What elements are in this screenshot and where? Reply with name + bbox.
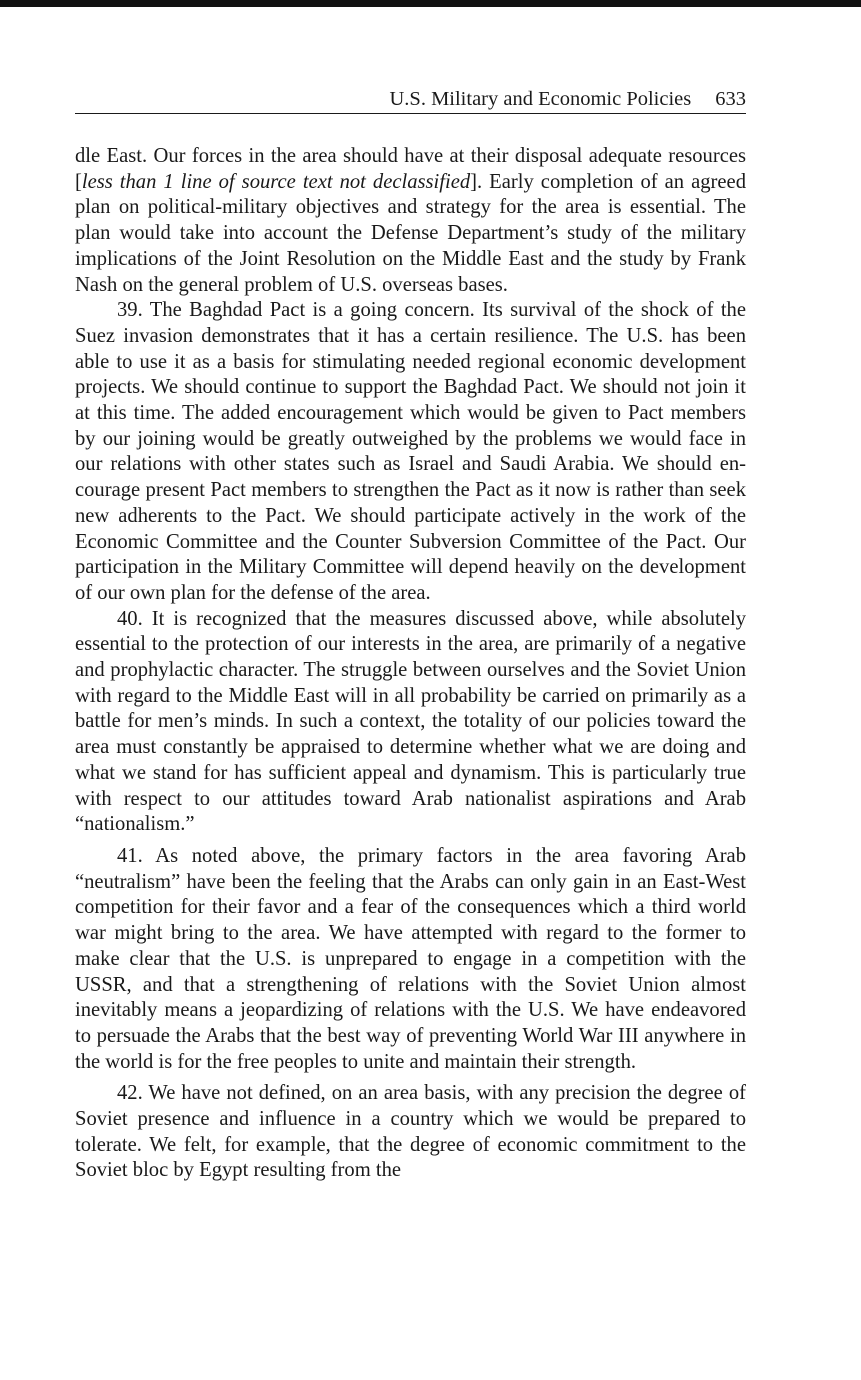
paragraph-41: 41. As noted above, the primary factors in the area favoring Arab “neutralism” have been the feeling that the Arabs can only gain in an East-West competition for their favor and a fear of the consequences which a third world war might bring to the area. We have attempted with regard to the former to make clear that the U.S. is unprepared to engage in a competition with the USSR, and that a strengthening of relations with the Soviet Union almost inevitably means a jeopardizing of relations with the U.S. We have endeavored to persuade the Arabs that the best way of preventing World War III anywhere in the world is for the free peoples to unite and maintain their strength. xyxy=(75,844,746,1073)
paragraph-continued xyxy=(75,144,746,298)
scan-edge-bar xyxy=(0,0,861,7)
paragraph-39: 39. The Baghdad Pact is a going concern. Its survival of the shock of the Suez invasion demonstrates that it has a certain resilience. The U.S. has been able to use it as a basis for stimulating needed regional economic development projects. We should continue to support the Baghdad Pact. We should not join it at this time. The added encouragement which would be given to Pact members by our joining would be greatly outweighed by the problems we would face in our relations with other states such as Israel and Saudi Arabia. We should encourage present Pact members to strengthen the Pact as it now is rather than seek new adherents to the Pact. We should participate actively in the work of the Economic Committee and the Counter Subversion Committee of the Pact. Our participation in the Military Committee will depend heavily on the development of our own plan for the defense of the area. xyxy=(75,299,746,604)
page-number: 633 xyxy=(715,88,746,110)
body-text xyxy=(75,144,746,1184)
document-page xyxy=(75,86,746,1184)
declassification-note: less than 1 line of source text not declassified xyxy=(81,170,471,193)
paragraph-42: 42. We have not defined, on an area basis, with any precision the degree of Soviet presence and influence in a country which we would be prepared to tolerate. We felt, for example, that the degree of economic commitment to the Soviet bloc by Egypt resulting from the xyxy=(75,1082,746,1182)
running-header xyxy=(75,86,746,114)
paragraph-40: 40. It is recognized that the measures discussed above, while absolutely essential to the protection of our interests in the area, are primarily of a negative and prophylactic character. The struggle between ourselves and the Soviet Union with regard to the Middle East will in all probability be carried on primarily as a battle for men’s minds. In such a context, the totality of our policies toward the area must constantly be appraised to determine whether what we are doing and what we stand for has sufficient appeal and dynamism. This is particularly true with respect to our attitudes toward Arab nationalist aspirations and Arab “nationalism.” xyxy=(75,607,746,836)
paragraph-text: ]. Early completion of an agreed plan on political-military objectives and strategy for the area is essential. The plan would take into account the Defense Department’s study of the military implications of the Joint Resolution on the Middle East and the study by Frank Nash on the general problem of U.S. overseas bases. xyxy=(75,170,746,296)
running-title: U.S. Military and Economic Policies xyxy=(389,88,692,110)
paragraph-text: dle East. Our forces in the area should have at their disposal adequate resources [ xyxy=(75,145,746,193)
